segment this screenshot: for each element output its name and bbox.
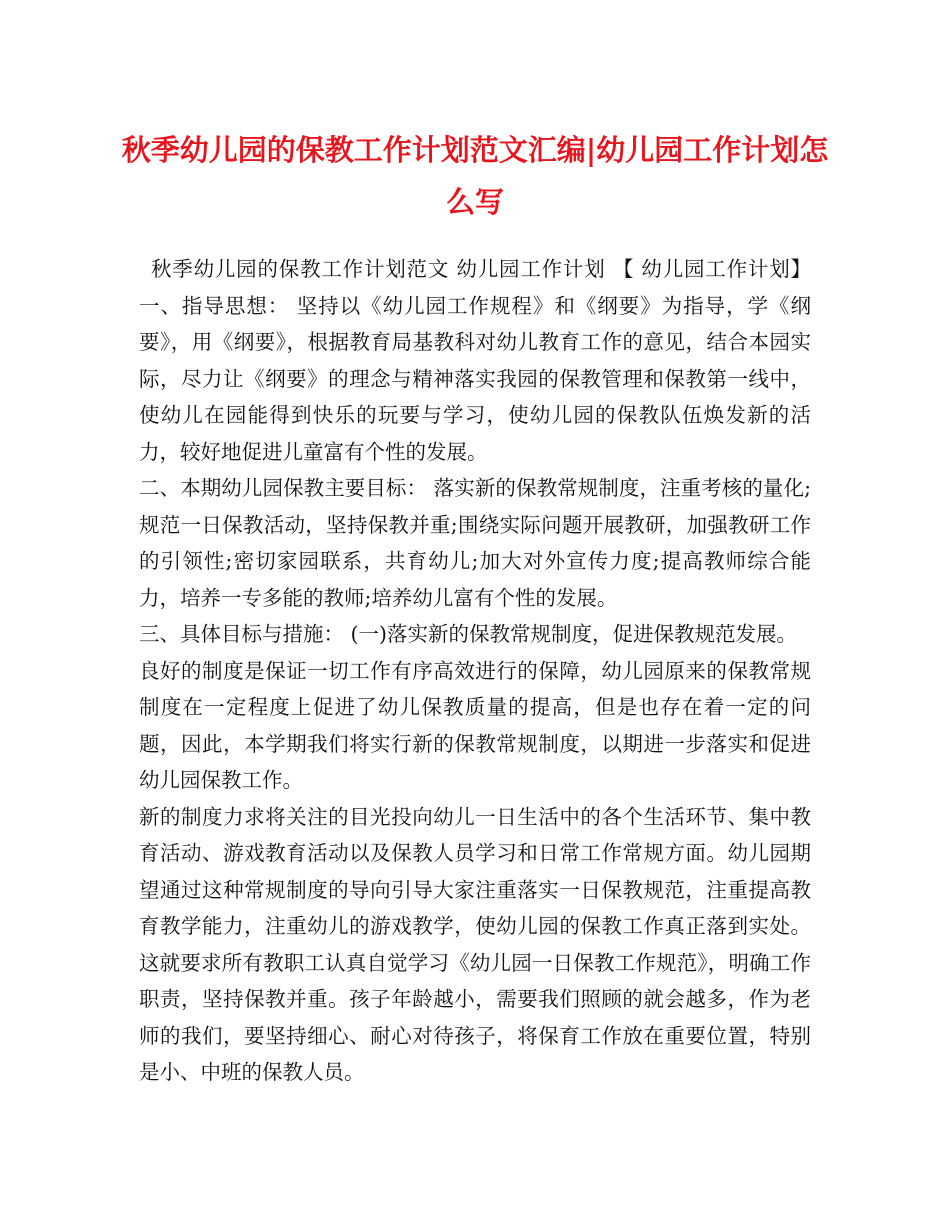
document-title: 秋季幼儿园的保教工作计划范文汇编|幼儿园工作计划怎么写 — [121, 133, 829, 219]
paragraph-guiding-thought: 秋季幼儿园的保教工作计划范文 幼儿园工作计划 【 幼儿园工作计划】 一、指导思想： 坚持以《幼儿园工作规程》和《纲要》为指导，学《纲要》，用《纲要》，根据教育局基教科对幼儿教育工作的意见，结合本园实际，尽力让《纲要》的理念与精神落实我园的保教管理和保教第一线中，使幼儿在园能得到快乐的玩要与学习，使幼儿园的保教队伍焕发新的活力，较好地促进儿童富有个性的发展。 — [139, 257, 811, 464]
document-body — [139, 251, 811, 1091]
paragraph-new-system: 新的制度力求将关注的目光投向幼儿一日生活中的各个生活环节、集中教育活动、游戏教育活动以及保教人员学习和日常工作常规方面。幼儿园期望通过这种常规制度的导向引导大家注重落实一日保教规范，注重提高教育教学能力，注重幼儿的游戏教学，使幼儿园的保教工作真正落到实处。这就要求所有教职工认真自觉学习《幼儿园一日保教工作规范》，明确工作职责，坚持保教并重。孩子年龄越小，需要我们照顾的就会越多，作为老师的我们，要坚持细心、耐心对待孩子，将保育工作放在重要位置，特别是小、中班的保教人员。 — [139, 804, 811, 1084]
paragraph-system-guarantee: 良好的制度是保证一切工作有序高效进行的保障，幼儿园原来的保教常规制度在一定程度上促进了幼儿保教质量的提高，但是也存在着一定的问题，因此，本学期我们将实行新的保教常规制度，以期进一步落实和促进幼儿园保教工作。 — [139, 658, 811, 792]
paragraph-specific-measures: 三、具体目标与措施： (一)落实新的保教常规制度，促进保教规范发展。 — [139, 622, 798, 646]
paragraph-main-goals: 二、本期幼儿园保教主要目标： 落实新的保教常规制度，注重考核的量化;规范一日保教活动，坚持保教并重;围绕实际问题开展教研，加强教研工作的引领性;密切家园联系，共育幼儿;加大对外宣传力度;提高教师综合能力，培养一专多能的教师;培养幼儿富有个性的发展。 — [139, 476, 811, 610]
